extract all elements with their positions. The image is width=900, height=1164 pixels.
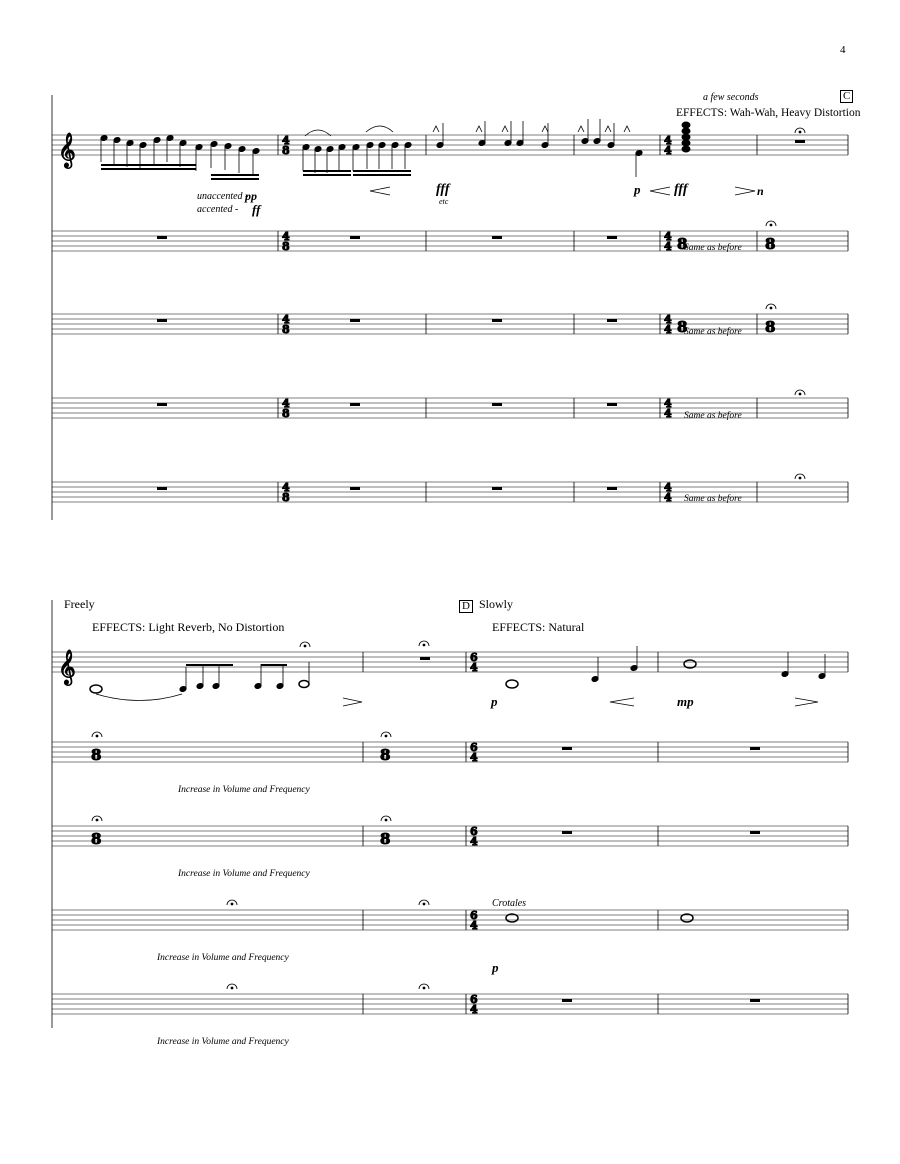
increase-note-3: Increase in Volume and Frequency xyxy=(178,869,310,879)
whole-rest xyxy=(492,403,502,406)
whole-rest xyxy=(492,487,502,490)
crotales-label: Crotales xyxy=(492,898,527,909)
rehearsal-mark-d: D xyxy=(459,600,473,613)
time-signature-4-4: 4 xyxy=(664,240,672,253)
whole-rest xyxy=(350,319,360,322)
decrescendo-hairpin xyxy=(795,698,818,706)
whole-rest xyxy=(750,831,760,834)
time-signature-4-4: 4 xyxy=(664,313,672,326)
dynamic-pp: pp xyxy=(245,189,257,203)
marcato xyxy=(578,126,584,132)
same-as-before-4: Same as before xyxy=(684,411,742,421)
time-signature-6-4: 4 xyxy=(470,661,478,674)
increase-note-5: Increase in Volume and Frequency xyxy=(157,1037,289,1047)
fermata-dot xyxy=(770,307,772,309)
whole-rest xyxy=(157,403,167,406)
marcato xyxy=(433,126,439,132)
time-signature-4-4: 4 xyxy=(664,144,672,157)
whole-rest xyxy=(492,319,502,322)
dynamic-p-1: p xyxy=(634,182,641,197)
chord-notehead xyxy=(682,140,690,146)
time-signature-4-8: 4 xyxy=(282,481,290,494)
whole-note xyxy=(506,680,518,688)
bold-eight: 8 xyxy=(91,746,102,764)
decrescendo-hairpin xyxy=(343,698,362,706)
whole-rest xyxy=(750,747,760,750)
increase-note-4: Increase in Volume and Frequency xyxy=(157,953,289,963)
dynamic-unaccented-label: unaccented - xyxy=(197,191,249,202)
crescendo-hairpin xyxy=(650,187,670,195)
time-signature-6-4: 4 xyxy=(470,919,478,932)
dynamic-accented-label: accented - xyxy=(197,204,239,215)
crotales-dynamic: p xyxy=(492,960,499,975)
decrescendo-hairpin xyxy=(735,187,755,195)
chord-notehead xyxy=(682,122,690,128)
dynamic-n: n xyxy=(757,184,764,198)
whole-rest xyxy=(420,657,430,660)
whole-rest xyxy=(350,403,360,406)
treble-clef-1: 𝄞 xyxy=(58,133,76,168)
whole-rest xyxy=(350,487,360,490)
time-signature-4-4: 4 xyxy=(664,397,672,410)
barlines xyxy=(52,92,848,1028)
bold-eight: 8 xyxy=(765,235,776,253)
fermata-dot xyxy=(304,645,306,647)
time-signature-4-8: 4 xyxy=(282,397,290,410)
marcato xyxy=(542,126,548,132)
whole-rest xyxy=(562,747,572,750)
dynamic-fff-2: fff xyxy=(674,182,688,197)
page-number: 4 xyxy=(840,44,846,56)
whole-note xyxy=(90,685,102,693)
time-signature-4-8: 4 xyxy=(282,313,290,326)
dynamic-ff: ff xyxy=(252,202,261,217)
half-note xyxy=(299,681,309,688)
time-signature-6-4: 6 xyxy=(470,741,478,754)
duration-note: a few seconds xyxy=(703,92,759,103)
whole-rest xyxy=(795,140,805,143)
chord-notehead xyxy=(682,128,690,134)
bold-eight: 8 xyxy=(677,318,688,336)
marcato xyxy=(624,126,630,132)
slur xyxy=(366,126,393,132)
fermata-dot xyxy=(231,903,233,905)
rehearsal-mark-c: C xyxy=(840,90,853,103)
fermata-dot xyxy=(96,819,98,821)
whole-rest xyxy=(750,999,760,1002)
fermata-dot xyxy=(423,644,425,646)
time-signature-4-8: 8 xyxy=(282,491,290,504)
time-signature-4-8: 4 xyxy=(282,230,290,243)
dynamic-fff-1: fff xyxy=(436,182,450,197)
bold-eight: 8 xyxy=(380,746,391,764)
time-signature-6-4: 4 xyxy=(470,751,478,764)
fermata-dot xyxy=(231,987,233,989)
time-signature-6-4: 6 xyxy=(470,651,478,664)
increase-note-2: Increase in Volume and Frequency xyxy=(178,785,310,795)
fermata-dot xyxy=(385,735,387,737)
hairpins-and-fermatas xyxy=(92,126,818,989)
time-signature-6-4: 4 xyxy=(470,1003,478,1016)
whole-rest xyxy=(350,236,360,239)
fermata-dot xyxy=(770,224,772,226)
whole-rest xyxy=(157,236,167,239)
whole-rest xyxy=(157,319,167,322)
fermata-dot xyxy=(799,393,801,395)
whole-rest xyxy=(607,403,617,406)
whole-rest xyxy=(157,487,167,490)
time-signature-4-4: 4 xyxy=(664,134,672,147)
bold-eight: 8 xyxy=(765,318,776,336)
time-signature-4-4: 4 xyxy=(664,407,672,420)
tempo-freely: Freely xyxy=(64,597,95,611)
fermata-dot xyxy=(423,903,425,905)
effects-label-1: EFFECTS: Wah-Wah, Heavy Distortion xyxy=(676,107,861,119)
fermata-dot xyxy=(96,735,98,737)
bold-eight: 8 xyxy=(91,830,102,848)
fermata-dot xyxy=(799,131,801,133)
same-as-before-5: Same as before xyxy=(684,494,742,504)
time-signature-4-4: 4 xyxy=(664,323,672,336)
effects-label-3: EFFECTS: Natural xyxy=(492,620,585,634)
time-signature-6-4: 6 xyxy=(470,825,478,838)
fermata-dot xyxy=(385,819,387,821)
chord-notehead xyxy=(682,146,690,152)
staff-lines xyxy=(52,135,848,1014)
bold-eight: 8 xyxy=(380,830,391,848)
time-signature-4-4: 4 xyxy=(664,230,672,243)
whole-rest xyxy=(607,236,617,239)
time-signature-6-4: 4 xyxy=(470,835,478,848)
marcato xyxy=(502,126,508,132)
fermata-dot xyxy=(799,477,801,479)
time-signature-4-8: 4 xyxy=(282,134,290,147)
crescendo-hairpin xyxy=(370,187,390,195)
whole-rest xyxy=(607,319,617,322)
notes xyxy=(58,119,826,1016)
time-signature-6-4: 6 xyxy=(470,909,478,922)
effects-label-2: EFFECTS: Light Reverb, No Distortion xyxy=(92,620,285,634)
whole-rest xyxy=(562,999,572,1002)
crescendo-hairpin xyxy=(610,698,634,706)
time-signature-4-4: 4 xyxy=(664,481,672,494)
fermata-dot xyxy=(423,987,425,989)
time-signature-4-4: 4 xyxy=(664,491,672,504)
time-signature-4-8: 8 xyxy=(282,144,290,157)
same-as-before-3: Same as before xyxy=(684,327,742,337)
dynamic-fff-etc: etc xyxy=(439,197,449,206)
dynamic-p-2: p xyxy=(491,694,498,709)
dynamic-mp: mp xyxy=(677,694,694,709)
same-as-before-2: Same as before xyxy=(684,243,742,253)
bold-eight: 8 xyxy=(677,235,688,253)
whole-rest xyxy=(562,831,572,834)
whole-rest xyxy=(607,487,617,490)
whole-rest xyxy=(492,236,502,239)
time-signature-4-8: 8 xyxy=(282,240,290,253)
chord-notehead xyxy=(682,134,690,140)
treble-clef-2: 𝄞 xyxy=(58,650,76,685)
slur xyxy=(96,694,182,701)
time-signature-4-8: 8 xyxy=(282,323,290,336)
time-signature-4-8: 8 xyxy=(282,407,290,420)
tempo-slowly: Slowly xyxy=(479,597,514,611)
marcato xyxy=(605,126,611,132)
marcato xyxy=(476,126,482,132)
time-signature-6-4: 6 xyxy=(470,993,478,1006)
